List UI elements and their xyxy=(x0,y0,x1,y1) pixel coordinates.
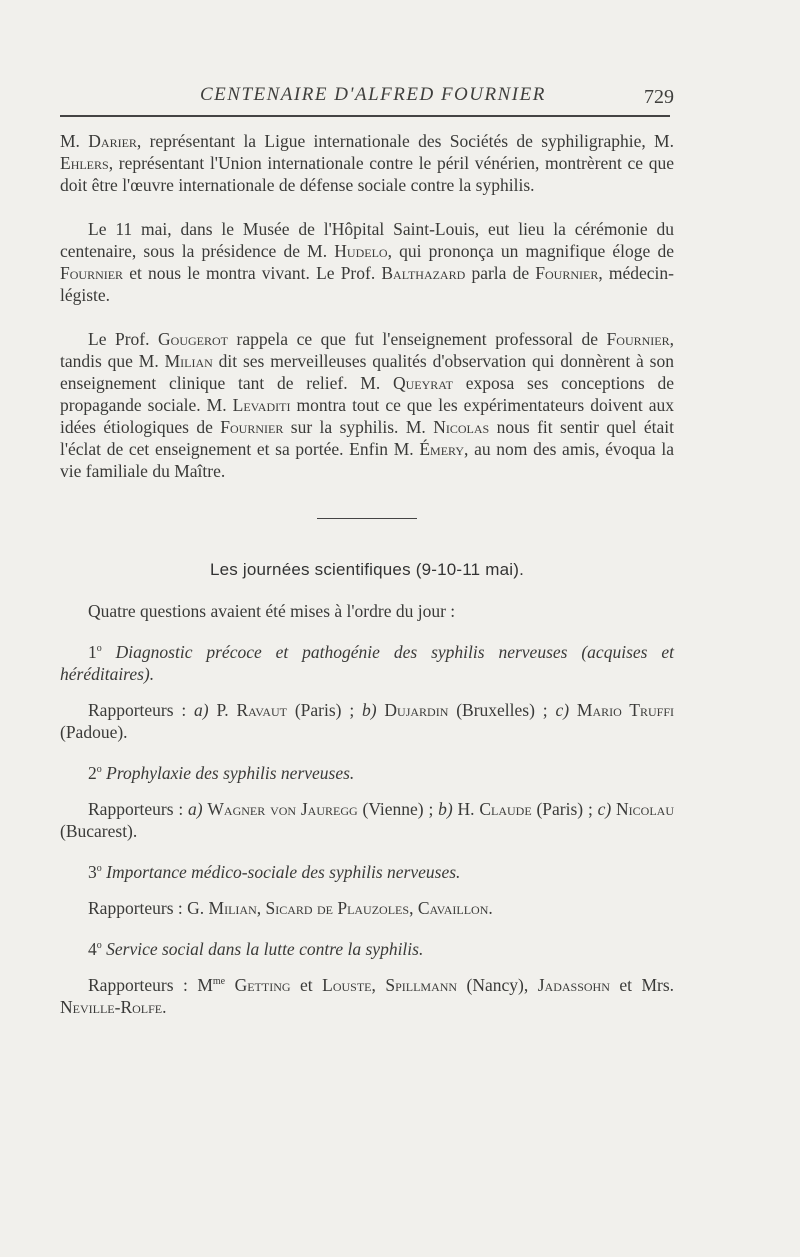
name-levaditi: Levaditi xyxy=(232,395,291,415)
running-title: CENTENAIRE D'ALFRED FOURNIER xyxy=(200,84,546,105)
question-4-rapporteurs: Rapporteurs : $M^{me}$ Getting et Louste, Spillmann (Nancy), Jadassohn et Mrs. Neville-Rolfe. xyxy=(60,975,675,1017)
name-darier: Darier xyxy=(88,131,137,151)
section-separator xyxy=(317,518,417,519)
name-milian: Milian xyxy=(164,351,213,371)
name-queyrat: Queyrat xyxy=(392,373,453,393)
name-balthazard: Balthazard xyxy=(381,263,466,283)
name-nicolas: Nicolas xyxy=(433,417,490,437)
article-body xyxy=(60,130,674,1018)
section-intro: Quatre questions avaient été mises à l'ordre du jour : xyxy=(88,601,456,621)
paragraph-ceremony: Le 11 mai, dans le Musée de l'Hôpital Saint-Louis, eut lieu la cérémonie du centenaire, sous la présidence de M. Hudelo, qui prononça un magnifique éloge de Fournier et nous le montra vivant. Le Prof. Balthazard parla de Fournier, médecin-légiste. xyxy=(60,219,674,305)
name-gougerot: Gougerot xyxy=(158,329,229,349)
question-2-title: 2$^o$ Prophylaxie des syphilis nerveuses. xyxy=(88,763,355,783)
question-3-rapporteurs: Rapporteurs : G. Milian, Sicard de Plauzoles, Cavaillon. xyxy=(88,898,493,918)
name-fournier: Fournier xyxy=(606,329,670,349)
question-1-title: 1$^o$ Diagnostic précoce et pathogénie des syphilis nerveuses (acquises et héréditaires). xyxy=(60,642,674,684)
name-ehlers: Ehlers xyxy=(60,153,109,173)
name-fournier: Fournier xyxy=(60,263,124,283)
section-heading: Les journées scientifiques (9-10-11 mai). xyxy=(209,560,525,579)
header-rule xyxy=(60,115,670,117)
page-number: 729 xyxy=(644,86,674,108)
name-emery: Émery xyxy=(419,439,465,459)
question-1-rapporteurs: Rapporteurs : a) P. Ravaut (Paris) ; b) Dujardin (Bruxelles) ; c) Mario Truffi (Padoue). xyxy=(60,700,674,742)
page-header xyxy=(60,80,675,120)
question-2-rapporteurs: Rapporteurs : a) Wagner von Jauregg (Vienne) ; b) H. Claude (Paris) ; c) Nicolau (Bucarest). xyxy=(60,799,675,841)
question-4-title: 4$^o$ Service social dans la lutte contre la syphilis. xyxy=(88,939,424,959)
question-3-title: 3$^o$ Importance médico-sociale des syphilis nerveuses. xyxy=(88,862,461,882)
paragraph-speakers: Le Prof. Gougerot rappela ce que fut l'enseignement professoral de Fournier, tandis que M. Milian dit ses merveilleuses qualités d'observation qui donnèrent à son enseignement clinique tant de relief. M. Queyrat exposa ses conceptions de propagande sociale. M. Levaditi montra tout ce que les expérimentateurs doivent aux idées étiologiques de Fournier sur la syphilis. M. Nicolas nous fit sentir quel était l'éclat de cet enseignement et sa portée. Enfin M. Émery, au nom des amis, évoqua la vie familiale du Maître. xyxy=(60,329,675,481)
name-fournier: Fournier xyxy=(220,417,284,437)
name-fournier: Fournier xyxy=(535,263,599,283)
paragraph-international: M. Darier, représentant la Ligue internationale des Sociétés de syphiligraphie, M. Ehlers, représentant l'Union internationale contre le péril vénérien, montrèrent ce que doit être l'œuvre internationale de défense sociale contre la syphilis. xyxy=(60,131,674,195)
name-hudelo: Hudelo xyxy=(334,241,388,261)
